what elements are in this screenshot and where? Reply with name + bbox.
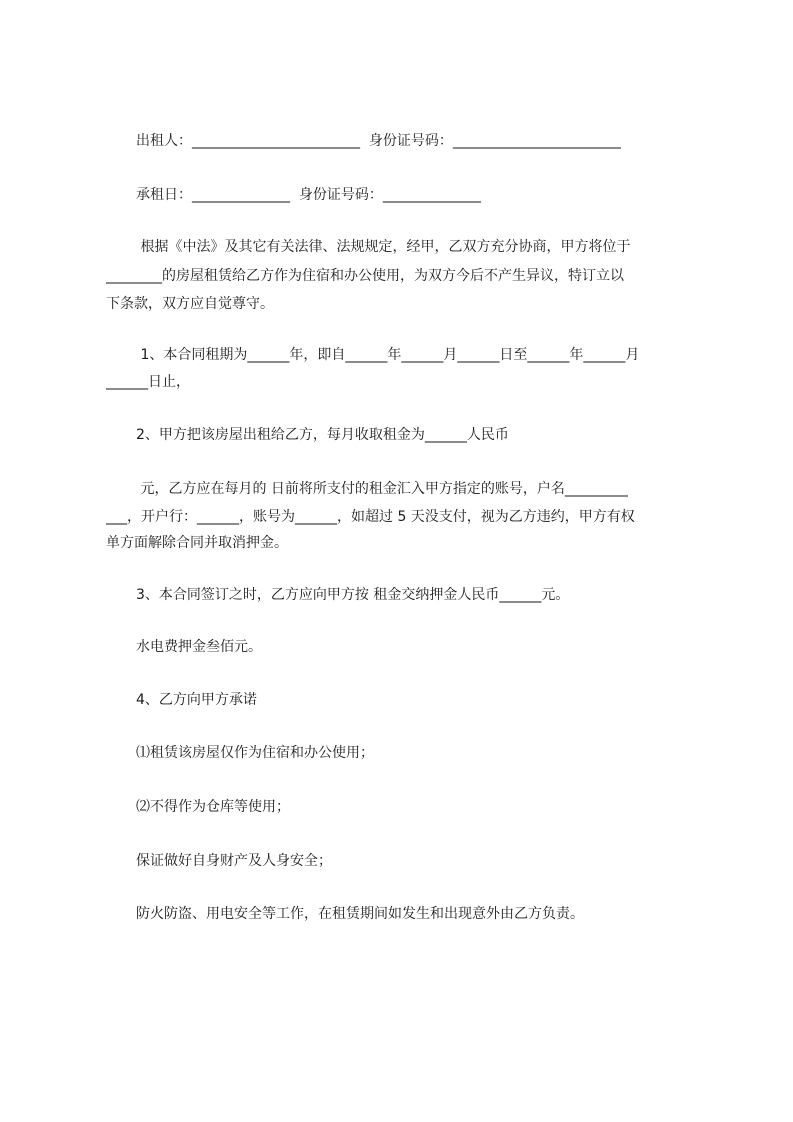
preamble-line-1: 根据《中法》及其它有关法律、法规规定，经甲，乙双方充分协商，甲方将位于	[136, 239, 631, 255]
clause-4-item-2: ⑵不得作为仓库等使用；	[136, 799, 290, 815]
clause-2-line-3: ___，开户行：______，账号为______，如超过 5 天没支付，视为乙方违约，甲方有权	[106, 509, 635, 525]
clause-4-item-4: 防火防盗、用电安全等工作，在租赁期间如发生和出现意外由乙方负责。	[136, 906, 584, 922]
clause-1-line-1: 1、本合同租期为______年，即自______年______月______日至______年______月	[136, 347, 640, 363]
clause-4-item-3: 保证做好自身财产及人身安全；	[136, 853, 332, 869]
preamble-line-2: ________的房屋租赁给乙方作为住宿和办公使用，为双方今后不产生异议，特订立以	[106, 268, 624, 284]
clause-1-line-2: ______日止，	[106, 374, 190, 390]
clause-3-line-1: 3、本合同签订之时，乙方应向甲方按 租金交纳押金人民币______元。	[136, 587, 570, 603]
lessee-line: 承租日：______________ 身份证号码：______________	[136, 187, 481, 203]
clause-2-line-1: 2、甲方把该房屋出租给乙方，每月收取租金为______人民币	[136, 427, 509, 443]
clause-2-line-4: 单方面解除合同并取消押金。	[106, 535, 288, 551]
lessor-line: 出租人：________________________ 身份证号码：________________________	[136, 133, 621, 149]
clause-4-item-1: ⑴租赁该房屋仅作为住宿和办公使用；	[136, 745, 374, 761]
clause-2-line-2: 元，乙方应在每月的 日前将所支付的租金汇入甲方指定的账号，户名_________	[136, 481, 628, 497]
preamble-line-3: 下条款，双方应自觉尊守。	[106, 296, 274, 312]
clause-3-line-2: 水电费押金叁佰元。	[136, 639, 262, 655]
clause-4-heading: 4、乙方向甲方承诺	[136, 692, 257, 708]
